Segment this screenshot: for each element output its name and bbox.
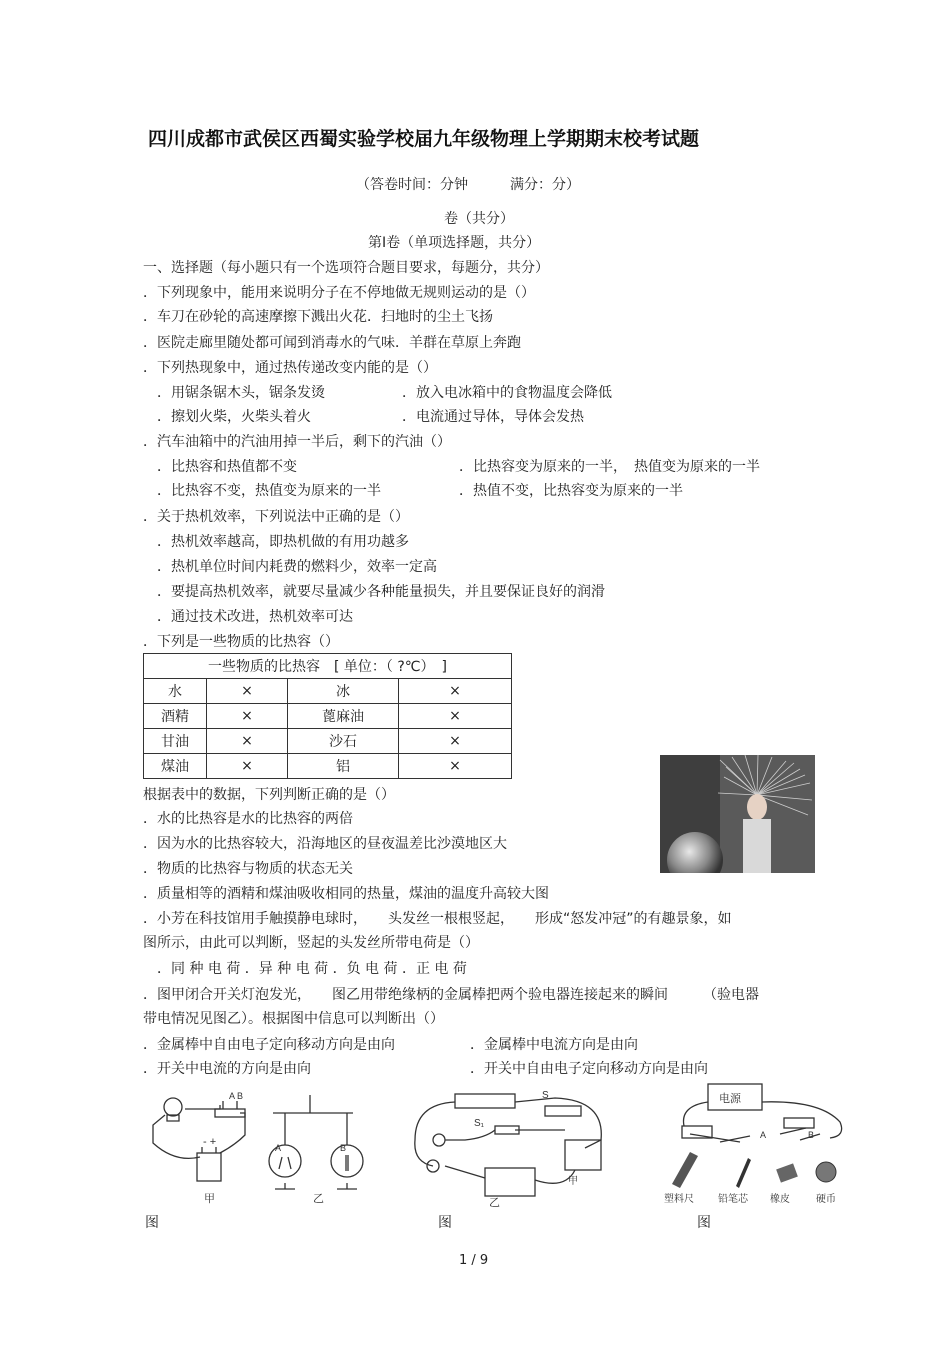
q5-option-a: ．水的比热容是水的比热容的两倍 bbox=[143, 811, 353, 827]
q7-option-a: ．金属棒中自由电子定向移动方向是由向 bbox=[143, 1037, 395, 1053]
q5-option-d: ．质量相等的酒精和煤油吸收相同的热量，煤油的温度升高较大图 bbox=[143, 886, 549, 902]
q7-option-c: ．开关中电流的方向是由向 bbox=[143, 1061, 311, 1077]
q2-stem: ．下列热现象中，通过热传递改变内能的是（） bbox=[143, 360, 437, 376]
terminal-labels: A B bbox=[229, 1091, 244, 1101]
clip-a-label: A bbox=[760, 1130, 767, 1140]
page-title: 四川成都市武侯区西蜀实验学校届九年级物理上学期期末校考试题 bbox=[148, 128, 700, 150]
figure-2 bbox=[405, 1080, 615, 1208]
q3-option-a: ．比热容和热值都不变 bbox=[157, 459, 297, 475]
q7-stem-line2: 带电情况见图乙）。根据图中信息可以判断出（） bbox=[143, 1011, 444, 1027]
q4-option-b: ．热机单位时间内耗费的燃料少，效率一定高 bbox=[157, 559, 437, 575]
q2-option-a: ．用锯条锯木头，锯条发烫 bbox=[157, 385, 325, 401]
q3-option-d: ．热值不变，比热容变为原来的一半 bbox=[459, 483, 683, 499]
q3-option-c: ．比热容不变，热值变为原来的一半 bbox=[157, 483, 381, 499]
eraser-shape bbox=[776, 1163, 798, 1182]
q1-options-row2: ．医院走廊里随处都可闻到消毒水的气味．羊群在草原上奔跑 bbox=[143, 335, 521, 351]
figure-caption-2: 图 bbox=[438, 1215, 452, 1231]
circuit-and-electroscope-diagram bbox=[145, 1085, 370, 1205]
photo-illustration bbox=[660, 755, 815, 873]
q3-stem: ．汽车油箱中的汽油用掉一半后，剩下的汽油（） bbox=[143, 434, 451, 450]
q5-option-b: ．因为水的比热容较大，沿海地区的昼夜温差比沙漠地区大 bbox=[143, 836, 507, 852]
specific-heat-table bbox=[143, 653, 512, 779]
table-row: 甘油 × 沙石 × bbox=[144, 729, 512, 754]
battery-polarity: - + bbox=[203, 1136, 217, 1148]
q4-option-d: ．通过技术改进，热机效率可达 bbox=[157, 609, 353, 625]
conductor-test-diagram bbox=[660, 1082, 855, 1207]
coin-shape bbox=[816, 1162, 836, 1182]
q5-lead: 根据表中的数据，下列判断正确的是（） bbox=[143, 787, 395, 803]
q5-stem: ．下列是一些物质的比热容（） bbox=[143, 634, 339, 650]
exam-info: （答卷时间：分钟 满分：分） bbox=[356, 177, 580, 193]
item-coin-label: 硬币 bbox=[816, 1194, 836, 1205]
electroscope-b-label: B bbox=[340, 1143, 347, 1153]
item-eraser-label: 橡皮 bbox=[770, 1194, 790, 1205]
pencil-lead-shape bbox=[736, 1158, 751, 1188]
electroscope-a-label: A bbox=[275, 1143, 282, 1153]
ruler-shape bbox=[672, 1152, 698, 1188]
q2-option-d: ．电流通过导体，导体会发热 bbox=[402, 409, 584, 425]
power-label: 电源 bbox=[719, 1093, 741, 1105]
q7-option-d: ．开关中自由电子定向移动方向是由向 bbox=[470, 1061, 708, 1077]
q3-option-b: ．比热容变为原来的一半， 热值变为原来的一半 bbox=[459, 459, 760, 475]
q2-option-c: ．擦划火柴，火柴头着火 bbox=[157, 409, 311, 425]
q4-option-a: ．热机效率越高，即热机做的有用功越多 bbox=[157, 534, 409, 550]
q6-stem-line2: 图所示，由此可以判断，竖起的头发丝所带电荷是（） bbox=[143, 935, 479, 951]
meter-jia-label: 甲 bbox=[568, 1176, 578, 1187]
figure-3 bbox=[660, 1082, 855, 1207]
q5-option-c: ．物质的比热容与物质的状态无关 bbox=[143, 861, 353, 877]
item-pencil-label: 铅笔芯 bbox=[718, 1194, 748, 1205]
section-heading: 一、选择题（每小题只有一个选项符合题目要求，每题分，共分） bbox=[143, 260, 549, 276]
static-ball-photo bbox=[660, 755, 815, 873]
switch-s-label: S bbox=[542, 1090, 549, 1101]
figure-jia-label: 甲 bbox=[204, 1193, 215, 1205]
item-ruler-label: 塑料尺 bbox=[664, 1194, 694, 1205]
figure-yi-label: 乙 bbox=[313, 1193, 324, 1205]
figure-caption-1: 图 bbox=[145, 1215, 159, 1231]
q6-stem-line1: ．小芳在科技馆用手触摸静电球时， 头发丝一根根竖起， 形成“怒发冲冠”的有趣景象，如 bbox=[143, 911, 732, 927]
switch-s1-label: S₁ bbox=[474, 1118, 485, 1129]
clip-b-label: B bbox=[808, 1130, 815, 1140]
figure-1 bbox=[145, 1085, 370, 1205]
meter-yi-label: 乙 bbox=[489, 1197, 500, 1208]
table-header: 一些物质的比热容 [ 单位：（ ?℃） ] bbox=[144, 654, 512, 679]
q4-stem: ．关于热机效率，下列说法中正确的是（） bbox=[143, 509, 409, 525]
q4-option-c: ．要提高热机效率，就要尽量减少各种能量损失，并且要保证良好的润滑 bbox=[157, 584, 605, 600]
q2-option-b: ．放入电冰箱中的食物温度会降低 bbox=[402, 385, 612, 401]
q7-option-b: ．金属棒中电流方向是由向 bbox=[470, 1037, 638, 1053]
table-row: 煤油 × 铝 × bbox=[144, 754, 512, 779]
table-row: 酒精 × 蓖麻油 × bbox=[144, 704, 512, 729]
paper-heading: 卷（共分） bbox=[444, 211, 514, 227]
two-switch-circuit-diagram bbox=[405, 1080, 615, 1208]
page-number: 1 / 9 bbox=[459, 1253, 489, 1268]
figure-caption-3: 图 bbox=[697, 1215, 711, 1231]
table-row: 水 × 冰 × bbox=[144, 679, 512, 704]
q1-options-row1: ．车刀在砂轮的高速摩擦下溅出火花．扫地时的尘土飞扬 bbox=[143, 309, 493, 325]
q1-stem: ．下列现象中，能用来说明分子在不停地做无规则运动的是（） bbox=[143, 285, 535, 301]
q7-stem-line1: ．图甲闭合开关灯泡发光， 图乙用带绝缘柄的金属棒把两个验电器连接起来的瞬间 （验电器 bbox=[143, 987, 759, 1003]
part-heading: 第Ⅰ卷（单项选择题，共分） bbox=[368, 235, 541, 251]
q6-options: ．同 种 电 荷 ．异 种 电 荷 ．负 电 荷 ．正 电 荷 bbox=[157, 961, 467, 977]
